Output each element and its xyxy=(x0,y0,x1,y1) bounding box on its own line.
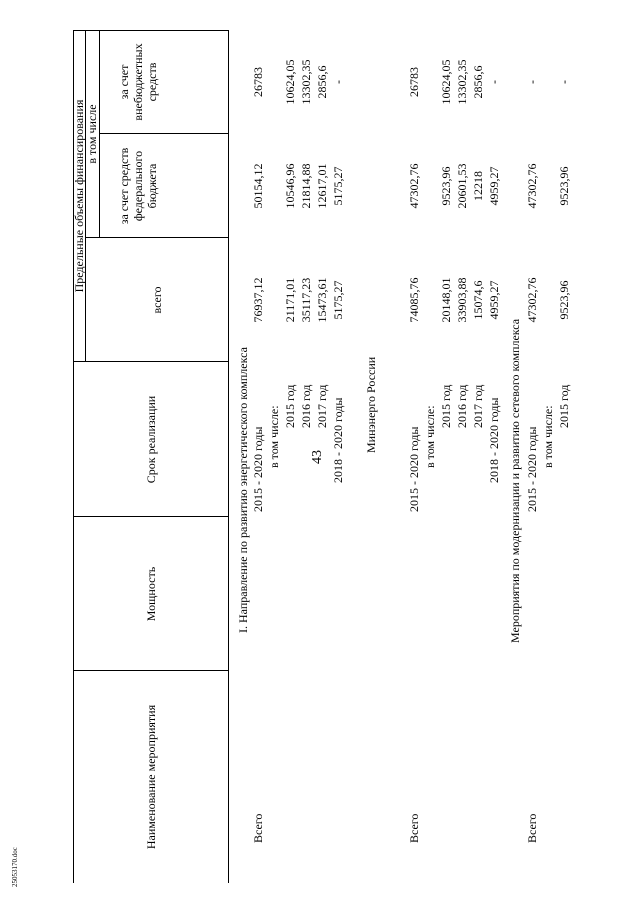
page-number: 43 xyxy=(310,450,325,464)
row-period: 2017 год xyxy=(471,384,485,428)
header-extra: за счет внебюджетных средств xyxy=(117,43,159,121)
section-title: I. Направление по развитию энергетического комплекса xyxy=(236,347,250,633)
cell-extra: 2856,6 xyxy=(471,65,485,99)
cell-total: 4959,27 xyxy=(487,280,501,320)
cell-federal: 9523,96 xyxy=(557,166,571,206)
cell-extra: 10624,05 xyxy=(283,59,297,105)
section-title: Минэнерго России xyxy=(364,356,378,453)
cell-extra: 10624,05 xyxy=(439,59,453,105)
row-period: 2015 - 2020 годы xyxy=(251,426,265,512)
financing-table xyxy=(72,30,571,883)
cell-federal: 12218 xyxy=(471,171,485,201)
cell-extra: - xyxy=(487,80,501,84)
cell-extra: 2856,6 xyxy=(315,65,329,99)
cell-extra: 26783 xyxy=(407,67,421,97)
cell-federal: 20601,53 xyxy=(455,163,469,209)
cell-total: 47302,76 xyxy=(525,277,539,323)
cell-federal: 5175,27 xyxy=(331,166,345,206)
header-name: Наименование мероприятия xyxy=(143,704,158,850)
row-period: 2015 - 2020 годы xyxy=(525,426,539,512)
header-total: всего xyxy=(149,286,164,314)
row-name: Всего xyxy=(407,813,421,843)
cell-extra: 26783 xyxy=(251,67,265,97)
cell-total: 15074,6 xyxy=(471,280,485,320)
row-period: в том числе: xyxy=(267,405,281,468)
row-name: Всего xyxy=(525,813,539,843)
cell-federal: 47302,76 xyxy=(407,163,421,209)
cell-total: 35117,23 xyxy=(299,277,313,323)
section-title: Мероприятия по модернизации и развитию сетевого комплекса xyxy=(508,318,522,643)
cell-total: 74085,76 xyxy=(407,277,421,323)
row-period: в том числе: xyxy=(423,405,437,468)
cell-federal: 4959,27 xyxy=(487,166,501,206)
row-period: 2018 - 2020 годы xyxy=(487,397,501,483)
cell-total: 76937,12 xyxy=(251,277,265,323)
row-period: 2015 год xyxy=(439,384,453,428)
cell-extra: 13302,35 xyxy=(455,59,469,105)
row-name: Всего xyxy=(251,813,265,843)
cell-total: 9523,96 xyxy=(557,280,571,320)
cell-federal: 10546,96 xyxy=(283,163,297,209)
cell-federal: 50154,12 xyxy=(251,163,265,209)
cell-total: 15473,61 xyxy=(315,277,329,323)
row-period: 2015 год xyxy=(283,384,297,428)
row-period: 2016 год xyxy=(299,384,313,428)
cell-federal: 21814,88 xyxy=(299,163,313,209)
row-period: 2015 год xyxy=(557,384,571,428)
header-bottom-border xyxy=(228,30,229,883)
row-period: 2018 - 2020 годы xyxy=(331,397,345,483)
cell-total: 5175,27 xyxy=(331,280,345,320)
row-period: 2016 год xyxy=(455,384,469,428)
row-period: 2017 год xyxy=(315,384,329,428)
cell-extra: - xyxy=(557,80,571,84)
document-id: 25053170.doc xyxy=(11,847,19,887)
cell-extra: - xyxy=(525,80,539,84)
row-period: 2015 - 2020 годы xyxy=(407,426,421,512)
header-funding: Предельные объемы финансирования xyxy=(72,99,86,293)
cell-extra: 13302,35 xyxy=(299,59,313,105)
cell-total: 33903,88 xyxy=(455,277,469,323)
header-including: в том числе xyxy=(85,104,99,164)
row-period: в том числе: xyxy=(541,405,555,468)
cell-extra: - xyxy=(331,80,345,84)
cell-federal: 9523,96 xyxy=(439,166,453,206)
cell-total: 20148,01 xyxy=(439,277,453,323)
header-period: Срок реализации xyxy=(143,395,158,484)
header-capacity: Мощность xyxy=(143,566,158,622)
cell-total: 21171,01 xyxy=(283,277,297,323)
cell-federal: 12617,01 xyxy=(315,163,329,209)
header-federal: за счет средств федерального бюджета xyxy=(117,147,159,225)
cell-federal: 47302,76 xyxy=(525,163,539,209)
